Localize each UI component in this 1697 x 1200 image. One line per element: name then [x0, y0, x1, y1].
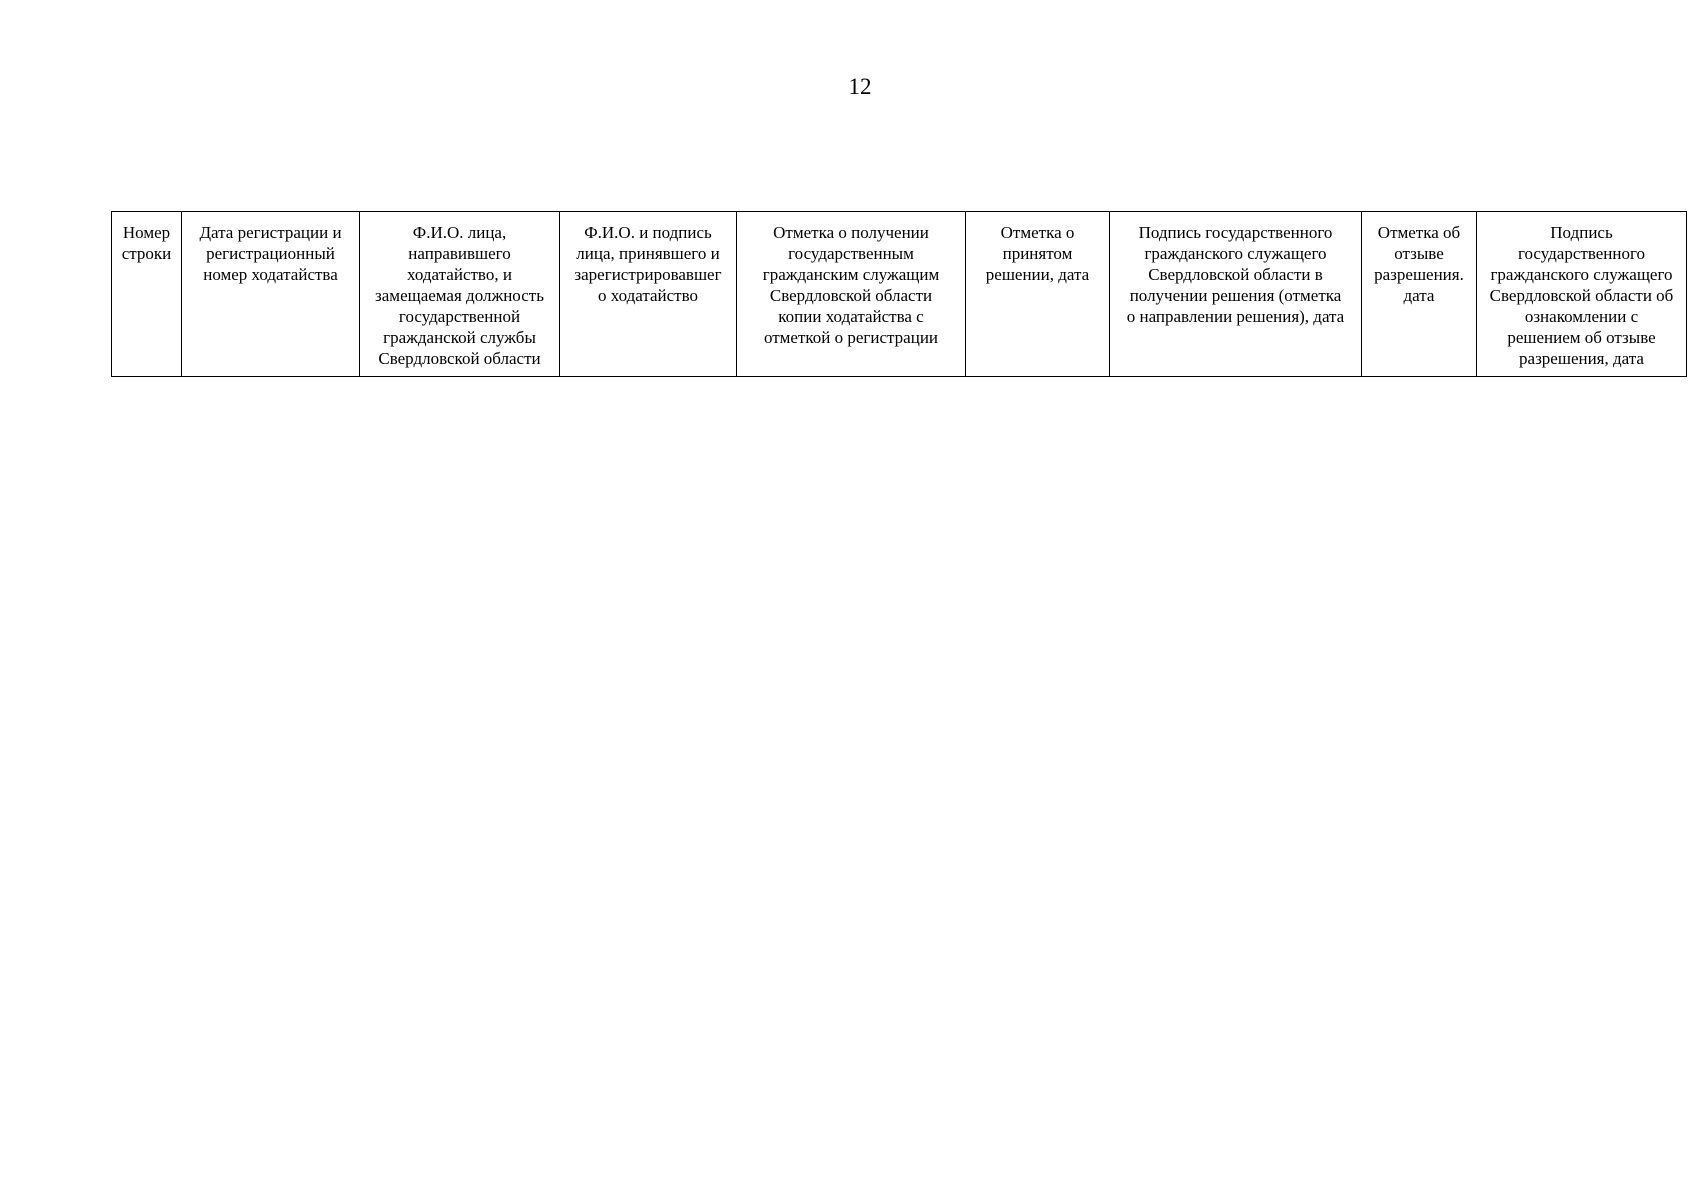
header-cell-line: Свердловской области	[378, 349, 541, 368]
header-cell-line: ознакомлении с	[1524, 307, 1639, 326]
header-cell-line: решением об отзыве	[1507, 328, 1656, 347]
header-cell-line: гражданским служащим	[762, 265, 940, 284]
header-cell-line: Номер	[122, 223, 171, 242]
header-cell-line: Подпись	[1550, 223, 1613, 242]
header-cell-row-number	[112, 212, 182, 377]
header-cell-line: гражданского служащего	[1144, 244, 1327, 263]
header-cell-sender-name-position	[360, 212, 560, 377]
header-cell-line: разрешения.	[1374, 265, 1464, 284]
header-cell-line: лица, принявшего и	[576, 244, 720, 263]
header-cell-line: принятом	[1002, 244, 1073, 263]
header-cell-line: государственным	[788, 244, 914, 263]
header-cell-line: Отметка об	[1377, 223, 1461, 242]
header-cell-line: Дата регистрации и	[199, 223, 342, 242]
header-cell-line: дата	[1403, 286, 1435, 305]
register-table	[111, 211, 1687, 377]
header-cell-line: Свердловской области об	[1489, 286, 1674, 305]
header-cell-line: Отметка о получении	[773, 223, 929, 242]
header-cell-line: копии ходатайства с	[778, 307, 924, 326]
header-cell-line: Свердловской области	[769, 286, 933, 305]
header-cell-line: о направлении решения), дата	[1126, 307, 1345, 326]
header-cell-revocation-acknowledgement	[1477, 212, 1687, 377]
header-cell-revocation-mark	[1362, 212, 1477, 377]
header-cell-line: регистрационный	[206, 244, 335, 263]
header-cell-line: Ф.И.О. лица,	[412, 223, 507, 242]
header-cell-copy-receipt-mark	[737, 212, 966, 377]
header-cell-line: замещаемая должность	[375, 286, 544, 305]
header-cell-line: разрешения, дата	[1519, 349, 1644, 368]
header-row	[112, 212, 1687, 377]
header-cell-line: Ф.И.О. и подпись	[584, 223, 712, 242]
header-cell-line: Отметка о	[1000, 223, 1075, 242]
header-cell-line: государственного	[1517, 244, 1646, 263]
header-cell-line: отзыве	[1394, 244, 1444, 263]
header-cell-line: строки	[121, 244, 172, 263]
header-cell-decision-receipt-signature	[1110, 212, 1362, 377]
header-cell-line: Свердловской области в	[1148, 265, 1323, 284]
header-cell-decision-mark	[966, 212, 1110, 377]
header-cell-line: решении, дата	[985, 265, 1090, 284]
header-cell-line: государственной	[398, 307, 521, 326]
header-cell-registrar-name-signature	[560, 212, 737, 377]
header-cell-line: гражданского служащего	[1490, 265, 1673, 284]
header-cell-line: направившего	[408, 244, 511, 263]
header-cell-registration-date	[182, 212, 360, 377]
header-cell-line: отметкой о регистрации	[763, 328, 939, 347]
header-cell-line: ходатайство, и	[407, 265, 512, 284]
header-cell-line: зарегистрировавшег	[574, 265, 722, 284]
header-cell-line: Подпись государственного	[1138, 223, 1333, 242]
header-cell-line: получении решения (отметка	[1129, 286, 1342, 305]
page-number: 12	[848, 74, 872, 99]
header-cell-line: номер ходатайства	[203, 265, 338, 284]
header-cell-line: гражданской службы	[383, 328, 536, 347]
header-cell-line: о ходатайство	[597, 286, 699, 305]
